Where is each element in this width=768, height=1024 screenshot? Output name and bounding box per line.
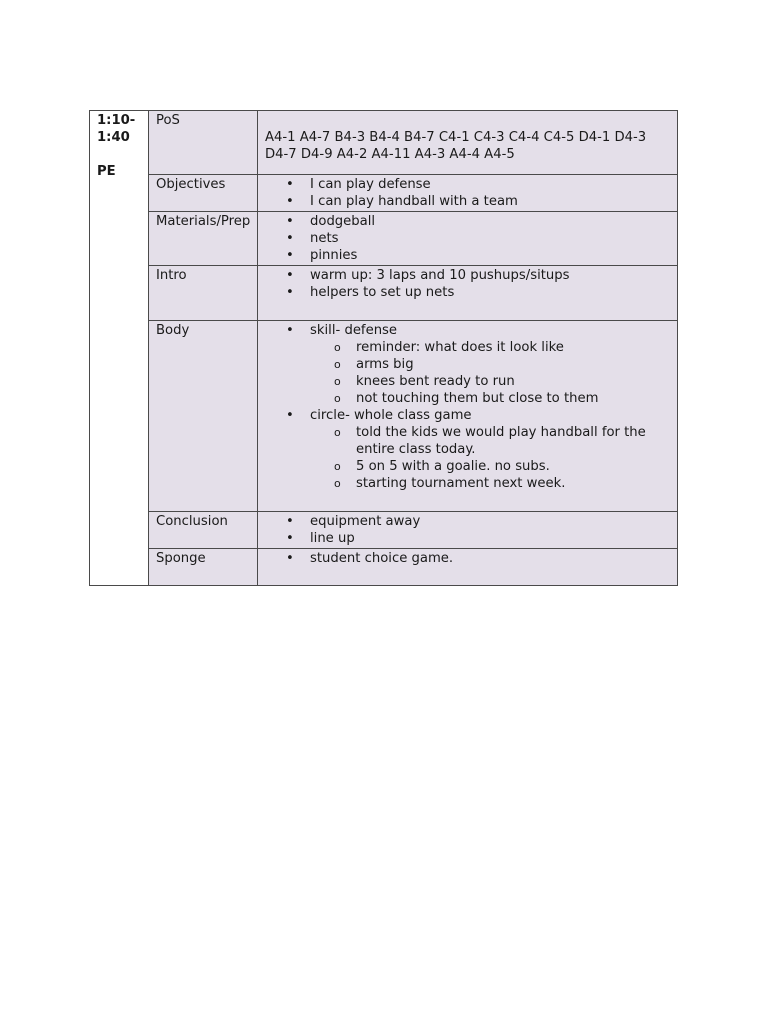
objectives-list	[265, 176, 671, 210]
content-conclusion	[258, 512, 678, 549]
sub-list-item: o arms big	[265, 356, 671, 373]
pos-standards: A4-1 A4-7 B4-3 B4-4 B4-7 C4-1 C4-3 C4-4 C4-5 D4-1 D4-3 D4-7 D4-9 A4-2 A4-11 A4-3 A4-4 A4-5	[265, 130, 647, 162]
row-pos	[90, 111, 678, 175]
intro-list	[265, 267, 671, 301]
body-list	[265, 322, 671, 492]
materials-list	[265, 213, 671, 264]
list-item: • I can play defense	[265, 176, 671, 193]
content-body	[258, 321, 678, 512]
row-body	[90, 321, 678, 512]
content-sponge	[258, 549, 678, 586]
list-item: • circle- whole class game	[265, 407, 671, 424]
list-item: • dodgeball	[265, 213, 671, 230]
row-intro	[90, 266, 678, 321]
list-item: • equipment away	[265, 513, 671, 530]
time-slot: 1:10-1:40	[97, 113, 136, 145]
label-objectives: Objectives	[149, 175, 258, 212]
label-intro: Intro	[149, 266, 258, 321]
row-objectives	[90, 175, 678, 212]
sponge-list	[265, 550, 671, 567]
content-materials	[258, 212, 678, 266]
list-item: • nets	[265, 230, 671, 247]
list-item: • I can play handball with a team	[265, 193, 671, 210]
label-materials: Materials/Prep	[149, 212, 258, 266]
sub-list-item: o 5 on 5 with a goalie. no subs.	[265, 458, 671, 475]
sub-list-item: o not touching them but close to them	[265, 390, 671, 407]
label-pos: PoS	[149, 111, 258, 175]
list-item: • line up	[265, 530, 671, 547]
list-item: • skill- defense	[265, 322, 671, 339]
list-item: • pinnies	[265, 247, 671, 264]
list-item: • helpers to set up nets	[265, 284, 671, 301]
content-intro	[258, 266, 678, 321]
row-materials	[90, 212, 678, 266]
row-sponge	[90, 549, 678, 586]
label-body: Body	[149, 321, 258, 512]
sub-list-item: o knees bent ready to run	[265, 373, 671, 390]
list-item: • student choice game.	[265, 550, 671, 567]
time-cell	[90, 111, 149, 586]
subject: PE	[97, 164, 116, 179]
sub-list-item: o reminder: what does it look like	[265, 339, 671, 356]
row-conclusion	[90, 512, 678, 549]
label-conclusion: Conclusion	[149, 512, 258, 549]
sub-list-item: o told the kids we would play handball for the entire class today.	[265, 424, 671, 458]
content-objectives	[258, 175, 678, 212]
label-sponge: Sponge	[149, 549, 258, 586]
sub-list-item: o starting tournament next week.	[265, 475, 671, 492]
conclusion-list	[265, 513, 671, 547]
lesson-plan-table	[89, 110, 678, 586]
content-pos	[258, 111, 678, 175]
list-item: • warm up: 3 laps and 10 pushups/situps	[265, 267, 671, 284]
